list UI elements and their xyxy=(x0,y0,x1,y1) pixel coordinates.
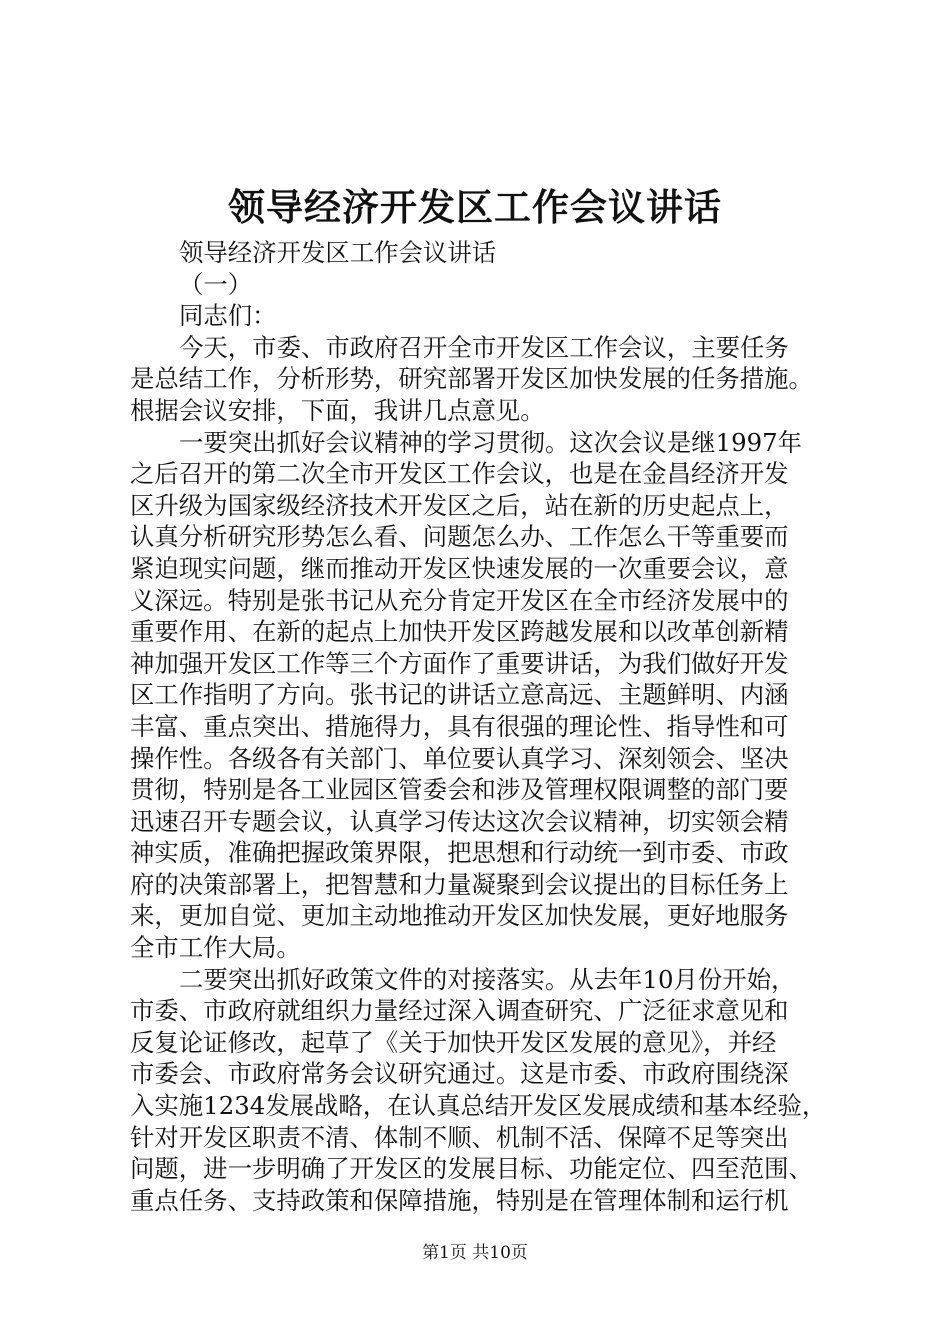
body-line: 针对开发区职责不清、体制不顺、机制不活、保障不足等突出 xyxy=(130,1122,789,1152)
body-line: 问题，进一步明确了开发区的发展目标、功能定位、四至范围、 xyxy=(130,1154,813,1184)
body-line: 根据会议安排，下面，我讲几点意见。 xyxy=(130,395,545,425)
body-line: 区工作指明了方向。张书记的讲话立意高远、主题鲜明、内涵 xyxy=(130,680,789,710)
body-line: 反复论证修改，起草了《关于加快开发区发展的意见》，并经 xyxy=(130,1027,777,1057)
body-line: 市委会、市政府常务会议研究通过。这是市委、市政府围绕深 xyxy=(130,1059,789,1089)
body-line: 神实质，准确把握政策界限，把思想和行动统一到市委、市政 xyxy=(130,838,789,868)
body-line: 来，更加自觉、更加主动地推动开发区加快发展，更好地服务 xyxy=(130,901,789,931)
body-line: 之后召开的第二次全市开发区工作会议，也是在金昌经济开发 xyxy=(130,459,789,489)
body-line: 区升级为国家级经济技术开发区之后，站在新的历史起点上， xyxy=(130,490,789,520)
body-line: 府的决策部署上，把智慧和力量凝聚到会议提出的目标任务上 xyxy=(130,869,789,899)
body-line: 神加强开发区工作等三个方面作了重要讲话，为我们做好开发 xyxy=(130,648,789,678)
body-line: 认真分析研究形势怎么看、问题怎么办、工作怎么干等重要而 xyxy=(130,522,789,552)
body-line: 义深远。特别是张书记从充分肯定开发区在全市经济发展中的 xyxy=(130,585,789,615)
body-line: 入实施1234发展战略，在认真总结开发区发展成绩和基本经验， xyxy=(130,1091,827,1121)
document-body xyxy=(130,237,842,1216)
body-line: 是总结工作，分析形势，研究部署开发区加快发展的任务措施。 xyxy=(130,364,813,394)
body-line: 全市工作大局。 xyxy=(130,933,301,963)
body-line: 二要突出抓好政策文件的对接落实。从去年10月份开始， xyxy=(179,964,796,994)
body-line: 今天，市委、市政府召开全市开发区工作会议，主要任务 xyxy=(179,332,789,362)
body-line: 市委、市政府就组织力量经过深入调查研究、广泛征求意见和 xyxy=(130,996,789,1026)
body-line: 操作性。各级各有关部门、单位要认真学习、深刻领会、坚决 xyxy=(130,743,789,773)
body-line: 贯彻，特别是各工业园区管委会和涉及管理权限调整的部门要 xyxy=(130,775,789,805)
body-line: 丰富、重点突出、措施得力，具有很强的理论性、指导性和可 xyxy=(130,711,789,741)
body-line: 紧迫现实问题，继而推动开发区快速发展的一次重要会议，意 xyxy=(130,553,789,583)
body-line: 迅速召开专题会议，认真学习传达这次会议精神，切实领会精 xyxy=(130,806,789,836)
document-title: 领导经济开发区工作会议讲话 xyxy=(228,185,722,229)
body-line: （一） xyxy=(179,269,253,299)
body-line: 同志们： xyxy=(179,301,277,331)
body-line: 重要作用、在新的起点上加快开发区跨越发展和以改革创新精 xyxy=(130,617,789,647)
body-line: 领导经济开发区工作会议讲话 xyxy=(179,238,497,267)
body-line: 一要突出抓好会议精神的学习贯彻。这次会议是继1997年 xyxy=(179,427,803,457)
page-footer: 第1页 共10页 xyxy=(422,1243,528,1263)
body-line: 重点任务、支持政策和保障措施，特别是在管理体制和运行机 xyxy=(130,1185,789,1215)
